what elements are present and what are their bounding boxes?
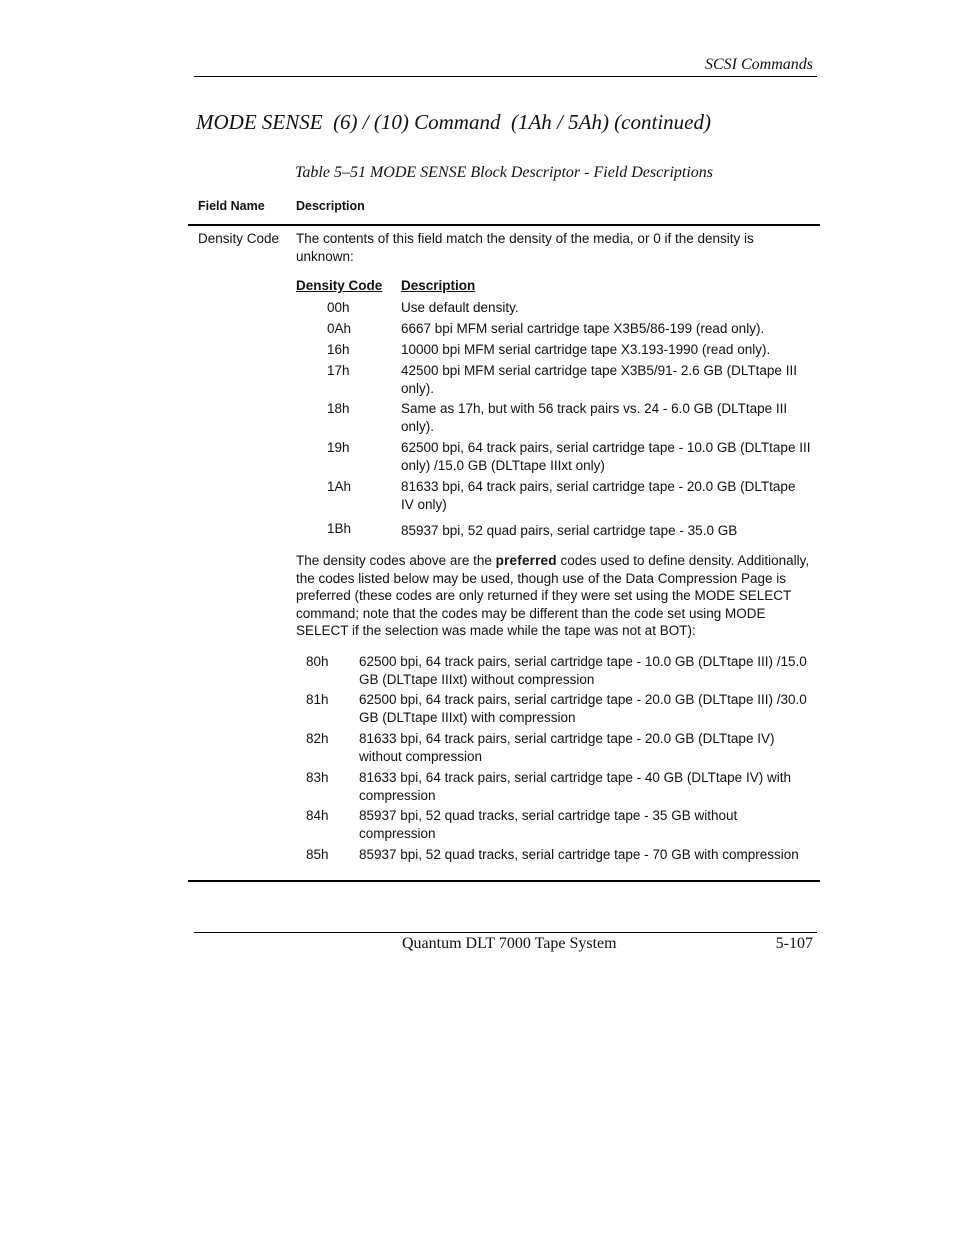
extra-code-cell: 83h (306, 770, 329, 785)
field-name-density-code: Density Code (198, 231, 280, 246)
extra-code-cell: 85h (306, 847, 329, 862)
density-code-cell: 1Ah (327, 479, 352, 494)
density-description-cell: 62500 bpi, 64 track pairs, serial cartridge tape - 10.0 GB (DLTtape III only) /15.0 GB (DLTtape IIIxt only) (401, 440, 811, 473)
density-code-cell: 19h (327, 440, 350, 455)
density-code-cell: 17h (327, 363, 350, 378)
extra-description-cell: 62500 bpi, 64 track pairs, serial cartridge tape - 20.0 GB (DLTtape III) /30.0 GB (DLTtape IIIxt) with compression (359, 692, 807, 725)
extra-code-cell: 84h (306, 808, 329, 823)
extra-description-cell: 81633 bpi, 64 track pairs, serial cartridge tape - 20.0 GB (DLTtape IV) without compression (359, 731, 775, 764)
section-title: MODE SENSE (6) / (10) Command (1Ah / 5Ah) (continued) (196, 110, 711, 134)
density-code-cell: 0Ah (327, 321, 352, 336)
footer-title: Quantum DLT 7000 Tape System (402, 935, 617, 952)
density-note-paragraph (296, 552, 810, 640)
extra-code-cell: 81h (306, 692, 329, 707)
table-bottom-rule (188, 880, 820, 882)
density-description-cell: 81633 bpi, 64 track pairs, serial cartridge tape - 20.0 GB (DLTtape IV only) (401, 479, 796, 512)
density-code-cell: 00h (327, 300, 350, 315)
field-intro-text: The contents of this field match the density of the media, or 0 if the density is unknown: (296, 231, 754, 264)
density-description-cell: Use default density. (401, 300, 519, 315)
header-rule (194, 76, 817, 77)
density-description-cell: 10000 bpi MFM serial cartridge tape X3.193-1990 (read only). (401, 342, 771, 357)
extra-description-cell: 81633 bpi, 64 track pairs, serial cartridge tape - 40 GB (DLTtape IV) with compression (359, 770, 791, 803)
note-emphasis: preferred (495, 553, 557, 568)
footer-rule (194, 932, 817, 933)
extra-description-cell: 85937 bpi, 52 quad tracks, serial cartridge tape - 35 GB without compression (359, 808, 738, 841)
table-caption: Table 5–51 MODE SENSE Block Descriptor - Field Descriptions (294, 164, 714, 181)
page-number: 5-107 (775, 935, 813, 952)
note-text-before: The density codes above are the (296, 553, 496, 568)
column-header-field-name: Field Name (198, 199, 265, 213)
extra-description-cell: 85937 bpi, 52 quad tracks, serial cartridge tape - 70 GB with compression (359, 847, 799, 862)
column-header-description: Description (296, 199, 365, 213)
density-table-header-description: Description (401, 278, 476, 293)
extra-code-cell: 80h (306, 654, 329, 669)
extra-description-cell: 62500 bpi, 64 track pairs, serial cartridge tape - 10.0 GB (DLTtape III) /15.0 GB (DLTtape IIIxt) without compression (359, 654, 807, 687)
table-header-rule (188, 224, 820, 226)
note-text-after: codes used to define density. Additionally, the codes listed below may be used, though use of the Data Compression Page is preferred (these codes are only returned if they were set using the MODE SELECT command; note that the codes may be different than the code set using MODE SELECT if the selection was made while the tape was not at BOT): (296, 553, 810, 638)
density-code-cell: 1Bh (327, 521, 352, 536)
density-table-header-code: Density Code (296, 278, 383, 293)
density-code-cell: 16h (327, 342, 350, 357)
running-header: SCSI Commands (704, 56, 813, 73)
density-description-cell: 42500 bpi MFM serial cartridge tape X3B5/91- 2.6 GB (DLTtape III only). (401, 363, 797, 396)
density-description-cell: 6667 bpi MFM serial cartridge tape X3B5/86-199 (read only). (401, 321, 765, 336)
density-description-cell: 85937 bpi, 52 quad pairs, serial cartridge tape - 35.0 GB (401, 523, 738, 538)
density-description-cell: Same as 17h, but with 56 track pairs vs. 24 - 6.0 GB (DLTtape III only). (401, 401, 788, 434)
extra-code-cell: 82h (306, 731, 329, 746)
density-code-cell: 18h (327, 401, 350, 416)
